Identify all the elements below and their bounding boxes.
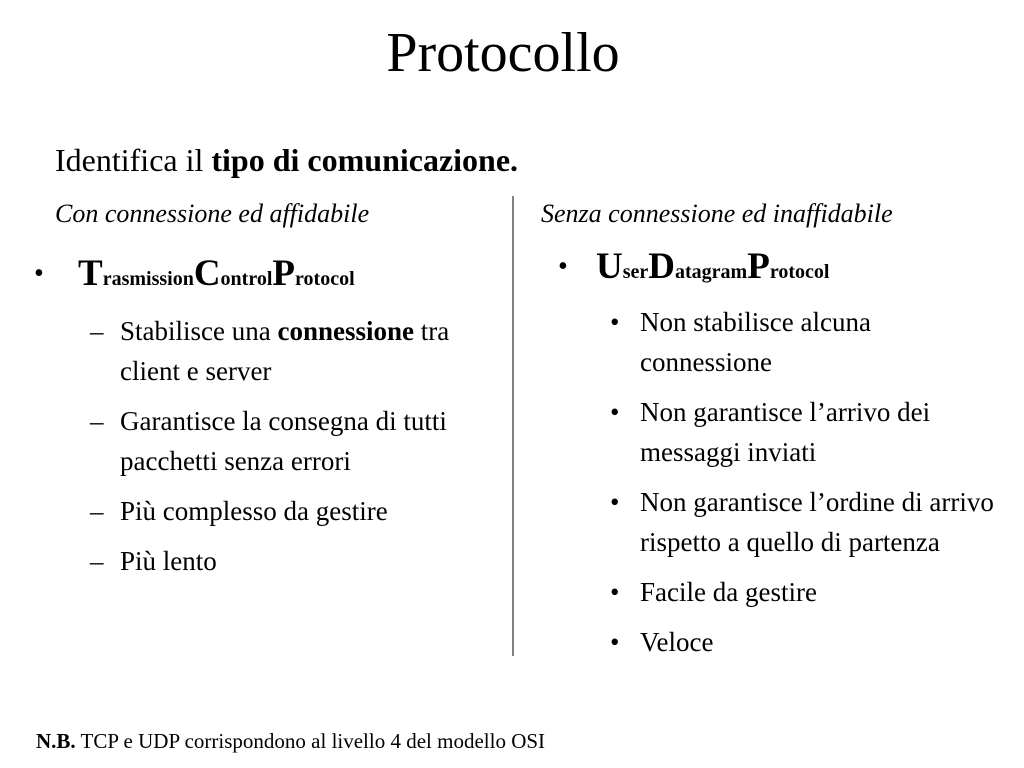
slide-subtitle <box>55 140 518 180</box>
list-item <box>610 302 1000 382</box>
bullet-icon: • <box>610 307 620 337</box>
list-item <box>90 311 500 391</box>
tcp-item-3: Più complesso da gestire <box>120 496 388 526</box>
column-divider <box>512 196 514 656</box>
tcp-protocol-name <box>34 252 355 303</box>
list-item <box>610 622 1000 662</box>
udp-item-5: Veloce <box>640 627 714 657</box>
udp-word-rotocol: rotocol <box>769 261 830 283</box>
udp-item-1: Non stabilisce alcuna connessione <box>640 307 871 377</box>
list-item <box>90 491 500 531</box>
udp-letter-d: D <box>648 246 676 287</box>
udp-item-2: Non garantisce l’arrivo dei messaggi inviati <box>640 397 931 467</box>
right-column-heading: Senza connessione ed inaffidabile <box>541 199 893 228</box>
bullet-icon: • <box>610 627 620 657</box>
tcp-word-rotocol: rotocol <box>295 268 355 290</box>
tcp-word-ontrol: ontrol <box>220 268 273 290</box>
footnote-text: TCP e UDP corrispondono al livello 4 del modello OSI <box>75 729 546 753</box>
dash-icon: – <box>90 316 104 346</box>
tcp-item-2: Garantisce la consegna di tutti pacchetti senza errori <box>120 406 447 476</box>
tcp-word-rasmission: rasmission <box>102 268 194 290</box>
left-column-heading: Con connessione ed affidabile <box>55 199 370 228</box>
list-item <box>610 392 1000 472</box>
udp-word-atagram: atagram <box>675 261 748 283</box>
tcp-item-1-pre: Stabilisce una <box>120 316 278 346</box>
list-item <box>90 541 500 581</box>
dash-icon: – <box>90 546 104 576</box>
tcp-item-4: Più lento <box>120 546 217 576</box>
bullet-icon: • <box>610 487 620 517</box>
udp-protocol-name <box>558 245 830 296</box>
udp-item-4: Facile da gestire <box>640 577 817 607</box>
dash-icon: – <box>90 496 104 526</box>
udp-letter-u: U <box>596 246 623 287</box>
list-item <box>610 572 1000 612</box>
subtitle-prefix: Identifica il <box>55 142 212 178</box>
tcp-feature-list <box>90 311 500 591</box>
bullet-icon: • <box>34 258 44 289</box>
bullet-icon: • <box>610 577 620 607</box>
tcp-letter-c: C <box>193 253 221 294</box>
bullet-icon: • <box>558 251 568 282</box>
udp-feature-list <box>610 302 1000 672</box>
udp-letter-p: P <box>747 246 770 287</box>
list-item <box>610 482 1000 562</box>
slide-title: Protocollo <box>386 22 620 84</box>
udp-item-3: Non garantisce l’ordine di arrivo rispetto a quello di partenza <box>640 487 994 557</box>
dash-icon: – <box>90 406 104 436</box>
tcp-letter-t: T <box>78 253 103 294</box>
list-item <box>90 401 500 481</box>
footnote <box>36 727 545 755</box>
tcp-item-1-post: tra client e server <box>120 316 450 386</box>
tcp-letter-p: P <box>272 253 296 294</box>
bullet-icon: • <box>610 397 620 427</box>
subtitle-bold: tipo di comunicazione. <box>211 142 519 178</box>
udp-word-ser: ser <box>622 261 649 283</box>
tcp-item-1-bold: connessione <box>277 316 414 346</box>
footnote-label: N.B. <box>36 729 76 753</box>
